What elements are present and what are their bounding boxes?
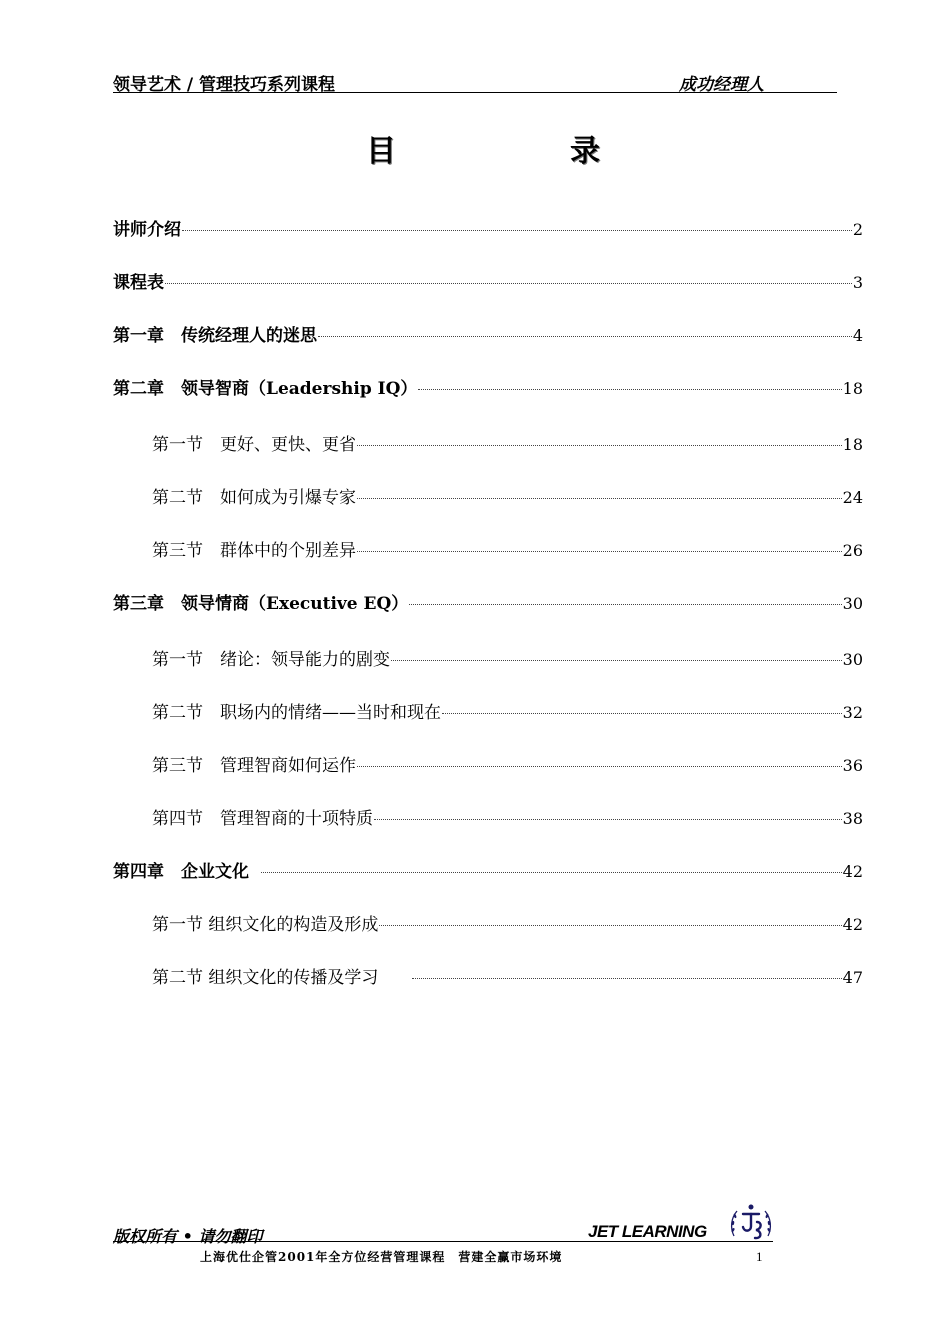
toc-entry[interactable] xyxy=(113,268,863,294)
toc-entry[interactable] xyxy=(113,910,863,936)
header-course-series: 领导艺术 / 管理技巧系列课程 xyxy=(113,75,336,95)
toc-title xyxy=(366,126,616,169)
toc-entry-label: 第一章 传统经理人的迷思 xyxy=(113,326,317,346)
toc-entry-page: 18 xyxy=(842,435,863,454)
footer-page-number: 1 xyxy=(756,1249,763,1264)
toc-entry[interactable] xyxy=(113,751,863,777)
footer-copyright: 版权所有 • 请勿翻印 xyxy=(113,1227,263,1246)
toc-dot-leader xyxy=(379,925,841,926)
toc-entry-page: 42 xyxy=(842,915,863,934)
toc-entry[interactable] xyxy=(113,374,863,400)
toc-entry-page: 38 xyxy=(842,809,863,828)
footer-subtitle: 上海优仕企管2001年全方位经营管理课程 营建全赢市场环境 xyxy=(200,1250,563,1264)
toc-title-char-1: 目 xyxy=(366,134,396,169)
toc-entry-label: 第三节 管理智商如何运作 xyxy=(152,756,356,776)
toc-entry-label: 讲师介绍 xyxy=(113,220,181,240)
toc-entry-page: 30 xyxy=(842,594,863,613)
toc-entry[interactable] xyxy=(113,698,863,724)
toc-dot-leader xyxy=(357,551,842,552)
toc-entry-label: 第二节 组织文化的传播及学习 xyxy=(152,968,379,988)
toc-entry-page: 47 xyxy=(842,968,863,987)
footer-rule xyxy=(113,1241,773,1242)
toc-entry[interactable] xyxy=(113,215,863,241)
toc-dot-leader xyxy=(442,713,842,714)
header-course-title: 成功经理人 xyxy=(679,75,764,95)
toc-entry-label: 第一节 组织文化的构造及形成 xyxy=(152,915,379,935)
toc-entry-label: 第二节 职场内的情绪——当时和现在 xyxy=(152,703,441,723)
toc-entry-page: 18 xyxy=(842,379,863,398)
toc-entry[interactable] xyxy=(113,483,863,509)
toc-entry[interactable] xyxy=(113,536,863,562)
toc-entry-page: 3 xyxy=(852,273,863,292)
toc-entry-page: 4 xyxy=(852,326,863,345)
toc-dot-leader xyxy=(374,819,842,820)
toc-entry-label: 第四节 管理智商的十项特质 xyxy=(152,809,373,829)
toc-entry[interactable] xyxy=(113,430,863,456)
toc-dot-leader xyxy=(165,283,852,284)
toc-entry-label: 第三章 领导情商（Executive EQ） xyxy=(113,594,409,614)
toc-dot-leader xyxy=(412,978,841,979)
toc-entry-label: 课程表 xyxy=(113,273,164,293)
toc-entry-page: 36 xyxy=(842,756,863,775)
toc-entry-label: 第二节 如何成为引爆专家 xyxy=(152,488,356,508)
toc-entry-label: 第一节 更好、更快、更省 xyxy=(152,435,356,455)
toc-entry-page: 2 xyxy=(852,220,863,239)
toc-entry-page: 30 xyxy=(842,650,863,669)
page-header xyxy=(113,70,837,93)
toc-entry-label: 第三节 群体中的个别差异 xyxy=(152,541,356,561)
toc-dot-leader xyxy=(357,766,842,767)
jet-learning-logo-icon xyxy=(728,1202,774,1244)
footer-brand-name: JET LEARNING xyxy=(588,1222,707,1241)
toc-entry-page: 32 xyxy=(842,703,863,722)
toc-dot-leader xyxy=(182,230,852,231)
toc-dot-leader xyxy=(357,445,842,446)
toc-entry[interactable] xyxy=(113,804,863,830)
toc-entry-label: 第二章 领导智商（Leadership IQ） xyxy=(113,379,418,399)
toc-entry[interactable] xyxy=(113,857,863,883)
toc-entry-label: 第四章 企业文化 xyxy=(113,862,249,882)
toc-entry[interactable] xyxy=(113,645,863,671)
toc-entry-page: 26 xyxy=(842,541,863,560)
toc-dot-leader xyxy=(418,389,841,390)
toc-dot-leader xyxy=(391,660,842,661)
toc-entry-label: 第一节 绪论：领导能力的剧变 xyxy=(152,650,390,670)
toc-entry[interactable] xyxy=(113,963,863,989)
toc-entry-page: 42 xyxy=(842,862,863,881)
toc-entry-page: 24 xyxy=(842,488,863,507)
toc-title-char-2: 录 xyxy=(570,134,600,169)
toc-dot-leader xyxy=(261,872,842,873)
toc-entry[interactable] xyxy=(113,589,863,615)
toc-dot-leader xyxy=(318,336,852,337)
toc-dot-leader xyxy=(357,498,842,499)
toc-entry[interactable] xyxy=(113,321,863,347)
toc-dot-leader xyxy=(409,604,841,605)
